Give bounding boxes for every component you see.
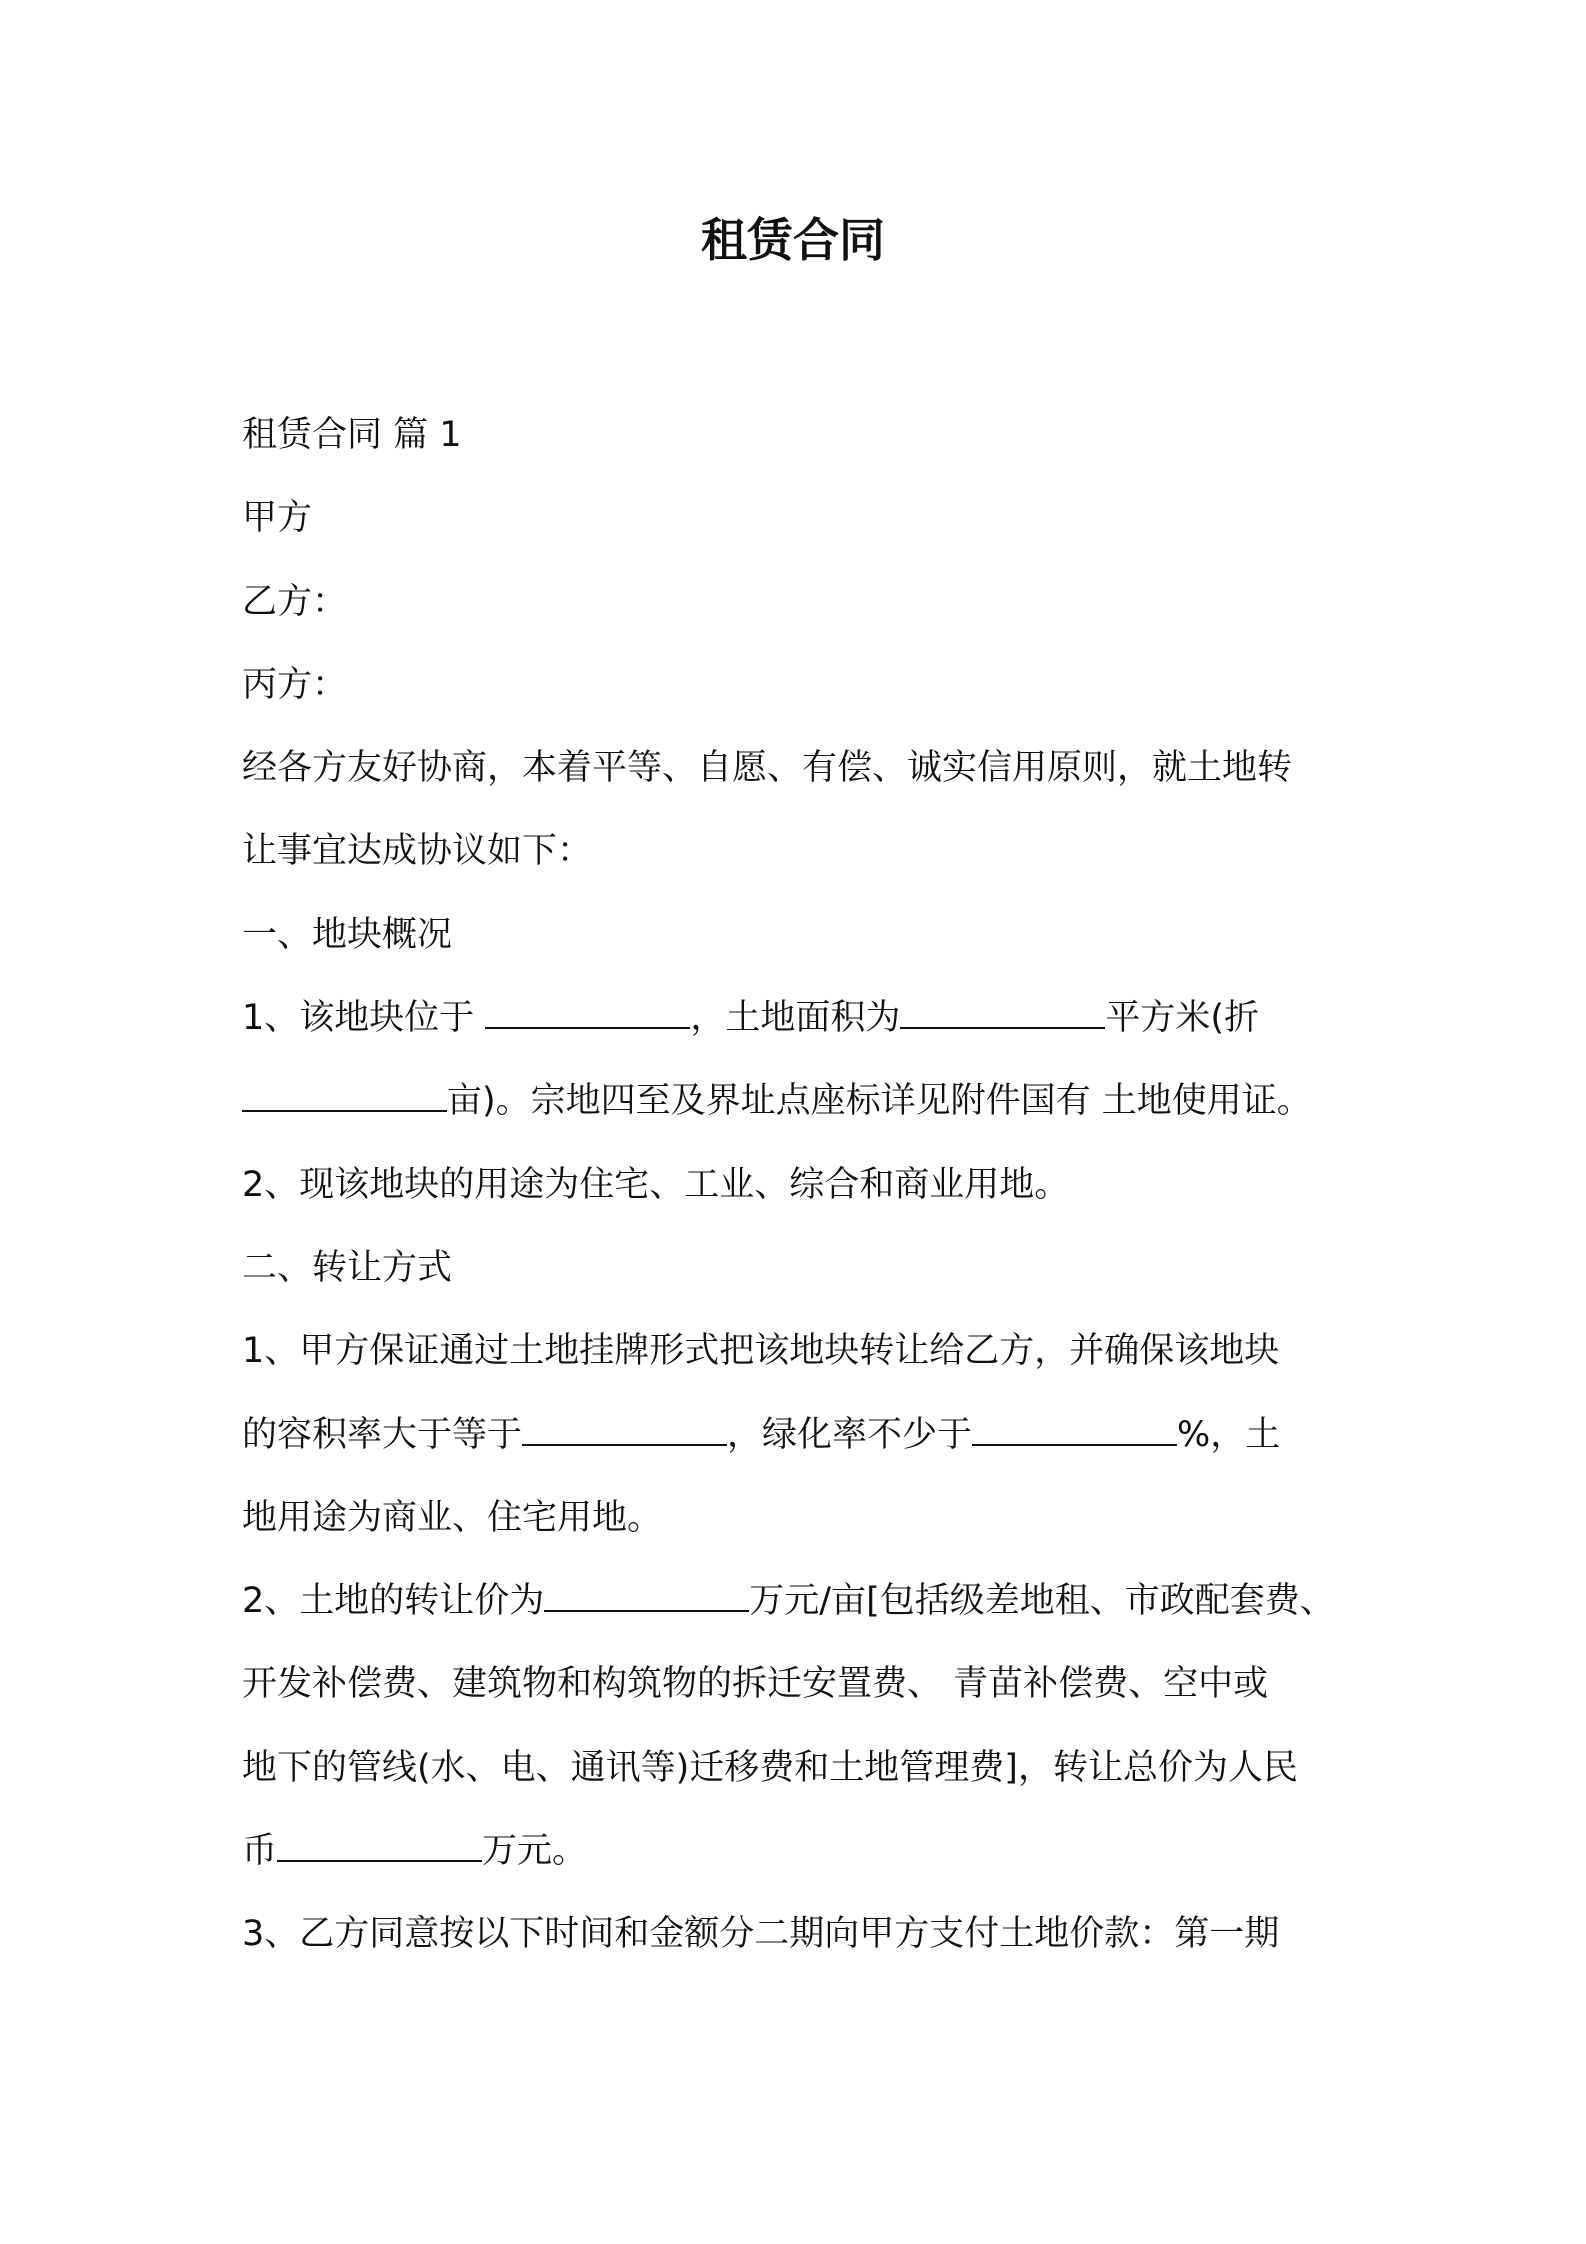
paragraph-line: 3、乙方同意按以下时间和金额分二期向甲方支付土地价款：第一期 bbox=[242, 1914, 1280, 1955]
document-body bbox=[242, 405, 1372, 1988]
section-heading-transfer-method: 二、转让方式 bbox=[242, 1247, 453, 1288]
paragraph-line: 经各方友好协商，本着平等、自愿、有偿、诚实信用原则，就土地转 bbox=[242, 748, 1293, 789]
paragraph-line bbox=[242, 1405, 1372, 1488]
text-segment: 万元/亩[包括级差地租、市政配套费、 bbox=[749, 1581, 1335, 1622]
text-segment: 的容积率大于等于 bbox=[242, 1414, 523, 1455]
fill-in-blank bbox=[522, 1406, 727, 1446]
text-segment: 币 bbox=[242, 1831, 278, 1872]
party-a-label: 甲方 bbox=[242, 498, 313, 539]
paragraph-line bbox=[242, 1071, 1372, 1154]
text-segment: ，绿化率不少于 bbox=[727, 1414, 973, 1455]
party-c-label: 丙方： bbox=[242, 664, 348, 705]
fill-in-blank bbox=[972, 1406, 1177, 1446]
text-segment: 2、土地的转让价为 bbox=[242, 1581, 545, 1622]
text-segment: 亩)。宗地四至及界址点座标详见附件国有 土地使用证。 bbox=[447, 1081, 1312, 1122]
paragraph-line bbox=[242, 1571, 1372, 1654]
paragraph-line bbox=[242, 1821, 1372, 1904]
paragraph-line: 地用途为商业、住宅用地。 bbox=[242, 1497, 663, 1538]
paragraph-line: 1、甲方保证通过土地挂牌形式把该地块转让给乙方，并确保该地块 bbox=[242, 1331, 1280, 1372]
fill-in-blank bbox=[277, 1822, 482, 1862]
fill-in-blank bbox=[242, 1072, 447, 1112]
text-segment: 万元。 bbox=[482, 1831, 588, 1872]
paragraph-line: 2、现该地块的用途为住宅、工业、综合和商业用地。 bbox=[242, 1164, 1070, 1205]
text-segment: 1、该地块位于 bbox=[242, 998, 486, 1039]
paragraph-line bbox=[242, 988, 1372, 1071]
text-segment: %，土 bbox=[1177, 1414, 1281, 1455]
text-segment: ，土地面积为 bbox=[690, 998, 901, 1039]
fill-in-blank bbox=[900, 989, 1105, 1029]
text-segment: 平方米(折 bbox=[1105, 998, 1260, 1039]
section-heading: 租赁合同 篇 1 bbox=[242, 415, 462, 455]
paragraph-line: 让事宜达成协议如下： bbox=[242, 831, 593, 872]
fill-in-blank bbox=[485, 989, 690, 1029]
document-title: 租赁合同 bbox=[701, 213, 885, 267]
party-b-label: 乙方： bbox=[242, 581, 348, 622]
fill-in-blank bbox=[544, 1572, 749, 1612]
section-heading-plot-overview: 一、地块概况 bbox=[242, 914, 453, 955]
paragraph-line: 开发补偿费、建筑物和构筑物的拆迁安置费、 青苗补偿费、空中或 bbox=[242, 1664, 1269, 1705]
paragraph-line: 地下的管线(水、电、通讯等)迁移费和土地管理费]，转让总价为人民 bbox=[242, 1747, 1298, 1788]
